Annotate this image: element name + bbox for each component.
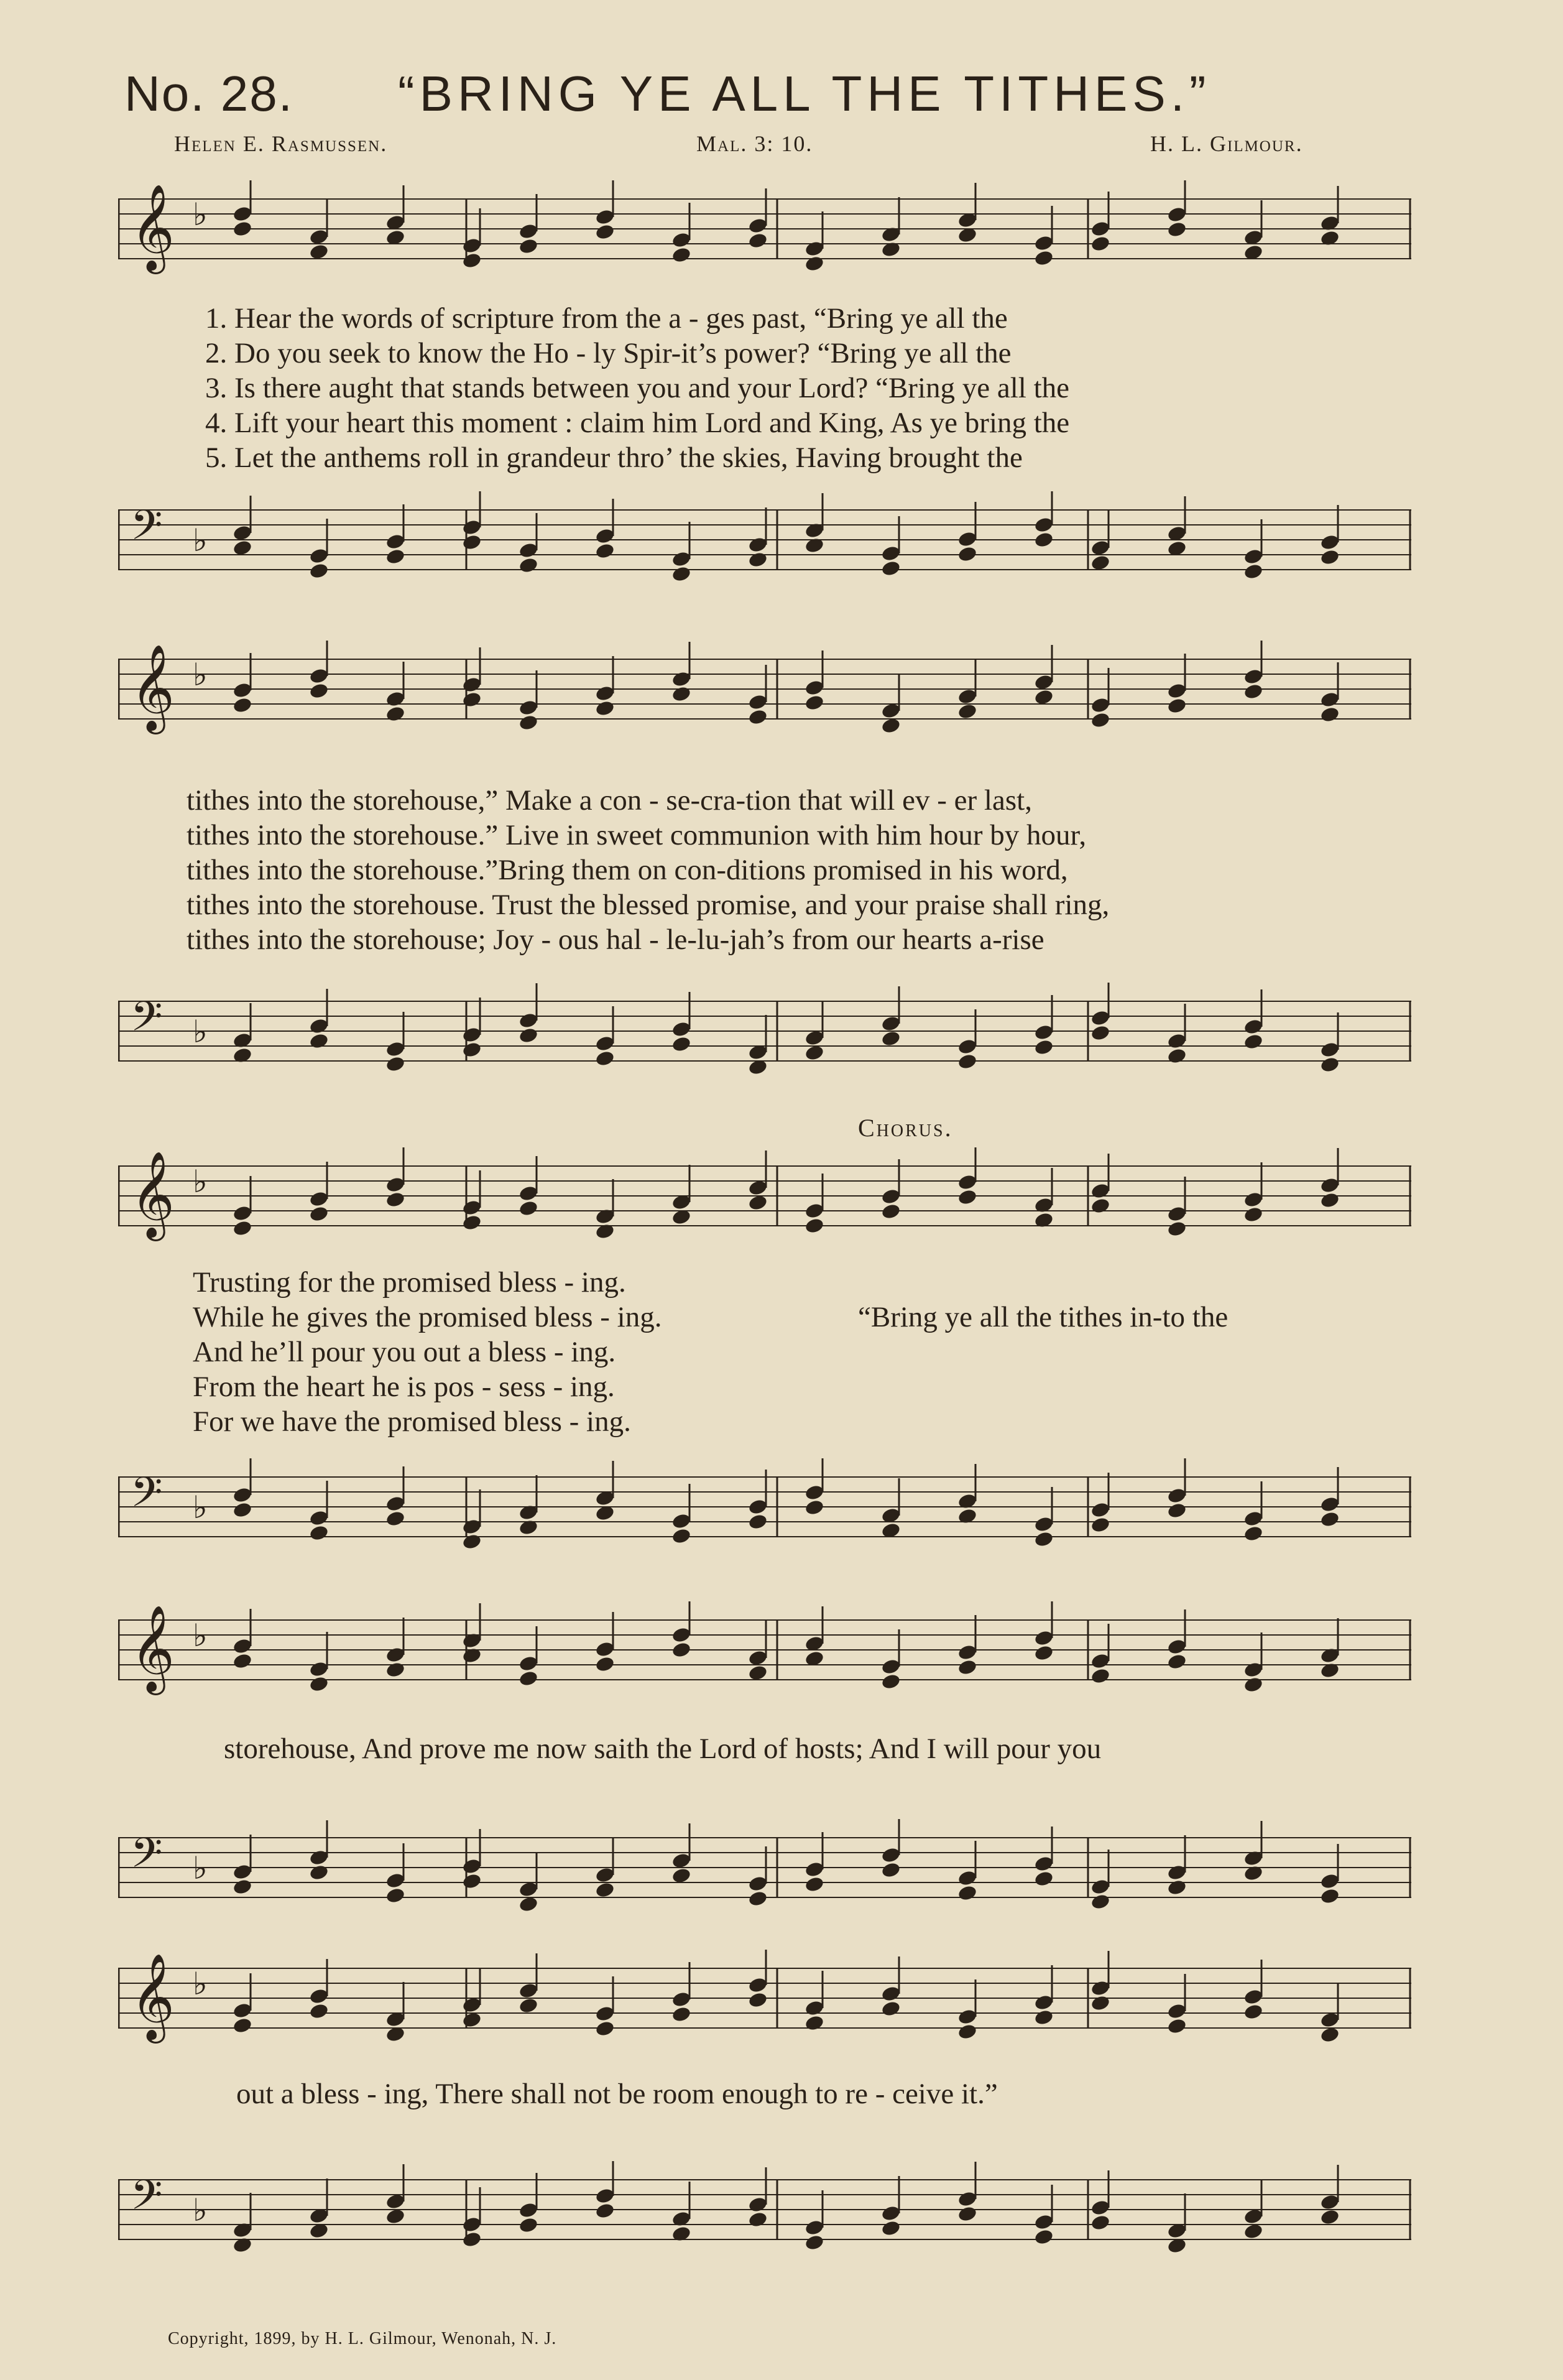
lyricist: Helen E. Rasmussen. [174, 131, 388, 156]
staff-lines [118, 491, 1411, 588]
chorus-lyric-line: “Bring ye all the tithes in-to the [858, 1301, 1229, 1333]
lyric-line: Trusting for the promised bless - ing. [193, 1266, 626, 1299]
svg-text:♭: ♭ [193, 1014, 208, 1049]
svg-text:𝄢: 𝄢 [131, 1831, 163, 1886]
lyric-line: tithes into the storehouse. Trust the blessed promise, and your praise shall ring, [187, 889, 1110, 921]
lyric-line: 5. Let the anthems roll in grandeur thro’ the skies, Having brought the [205, 442, 1023, 474]
svg-text:𝄢: 𝄢 [131, 2174, 163, 2228]
treble-staff [118, 641, 1411, 729]
lyric-line: And he’ll pour you out a bless - ing. [193, 1336, 616, 1368]
svg-text:𝄢: 𝄢 [131, 995, 163, 1050]
svg-text:𝄢: 𝄢 [131, 504, 163, 558]
svg-text:♭: ♭ [193, 657, 208, 692]
svg-text:𝄞: 𝄞 [131, 186, 175, 269]
lyric-line: 2. Do you seek to know the Ho - ly Spir-it’s power? “Bring ye all the [205, 337, 1012, 369]
treble-staff [118, 180, 1411, 269]
lyric-line: tithes into the storehouse.”Bring them on con-ditions promised in his word, [187, 854, 1068, 886]
chorus-lyric-line: storehouse, And prove me now saith the Lord of hosts; And I will pour you [224, 1733, 1102, 1765]
lyric-line: 1. Hear the words of scripture from the a - ges past, “Bring ye all the [205, 302, 1008, 335]
bass-staff [118, 491, 1411, 558]
lyric-line: tithes into the storehouse,” Make a con - se-cra-tion that will ev - er last, [187, 784, 1032, 817]
treble-staff [118, 1147, 1411, 1236]
lyric-line: While he gives the promised bless - ing. [193, 1301, 662, 1333]
chorus-lyric-line: out a bless - ing, There shall not be room enough to re - ceive it.” [236, 2078, 998, 2110]
verse-lyrics-block [187, 784, 1480, 958]
lyric-line: From the heart he is pos - sess - ing. [193, 1371, 615, 1403]
lyric-line: tithes into the storehouse; Joy - ous hal - le-lu-jah’s from our hearts a-rise [187, 924, 1044, 956]
svg-text:♭: ♭ [193, 1851, 208, 1886]
svg-text:♭: ♭ [193, 523, 208, 558]
staff-lines [118, 983, 1411, 1080]
svg-text:♭: ♭ [193, 1164, 208, 1199]
chorus-heading: Chorus. [858, 1114, 953, 1142]
svg-text:♭: ♭ [193, 1618, 208, 1653]
lyric-line: 3. Is there aught that stands between you and your Lord? “Bring ye all the [205, 372, 1070, 404]
svg-text:♭: ♭ [193, 197, 208, 232]
svg-text:♭: ♭ [193, 2193, 208, 2228]
composer: H. L. Gilmour. [1150, 131, 1303, 156]
staff-lines [118, 180, 1411, 277]
svg-text:𝄞: 𝄞 [131, 1607, 175, 1690]
bass-staff [118, 2161, 1411, 2228]
staff-lines [118, 641, 1411, 738]
scripture-reference: Mal. 3: 10. [696, 131, 813, 156]
staff-lines [118, 2161, 1411, 2258]
svg-text:♭: ♭ [193, 1490, 208, 1525]
lyric-line: 4. Lift your heart this moment : claim him Lord and King, As ye bring the [205, 407, 1070, 439]
staff-lines [118, 1458, 1411, 1555]
staff-lines [118, 1601, 1411, 1698]
hymn-number: No. 28. [124, 66, 293, 121]
staff-lines [118, 1147, 1411, 1244]
svg-text:𝄞: 𝄞 [131, 1955, 175, 2038]
bass-staff [118, 1458, 1411, 1526]
svg-text:𝄞: 𝄞 [131, 1153, 175, 1236]
copyright-notice: Copyright, 1899, by H. L. Gilmour, Wenonah, N. J. [168, 2329, 557, 2348]
treble-staff [118, 1601, 1411, 1690]
svg-text:𝄞: 𝄞 [131, 646, 175, 729]
lyric-line: tithes into the storehouse.” Live in sweet communion with him hour by hour, [187, 819, 1087, 851]
staff-lines [118, 1819, 1411, 1916]
treble-staff [118, 1950, 1411, 2038]
bass-staff [118, 983, 1411, 1050]
hymn-title: “BRING YE ALL THE TITHES.” [398, 66, 1211, 121]
lyric-line: For we have the promised bless - ing. [193, 1405, 631, 1438]
staff-lines [118, 1950, 1411, 2047]
svg-text:♭: ♭ [193, 1966, 208, 2001]
verse-lyrics-block [205, 302, 1498, 476]
bass-staff [118, 1819, 1411, 1886]
svg-text:𝄢: 𝄢 [131, 1471, 163, 1526]
verse-lyrics-block [193, 1266, 1486, 1440]
